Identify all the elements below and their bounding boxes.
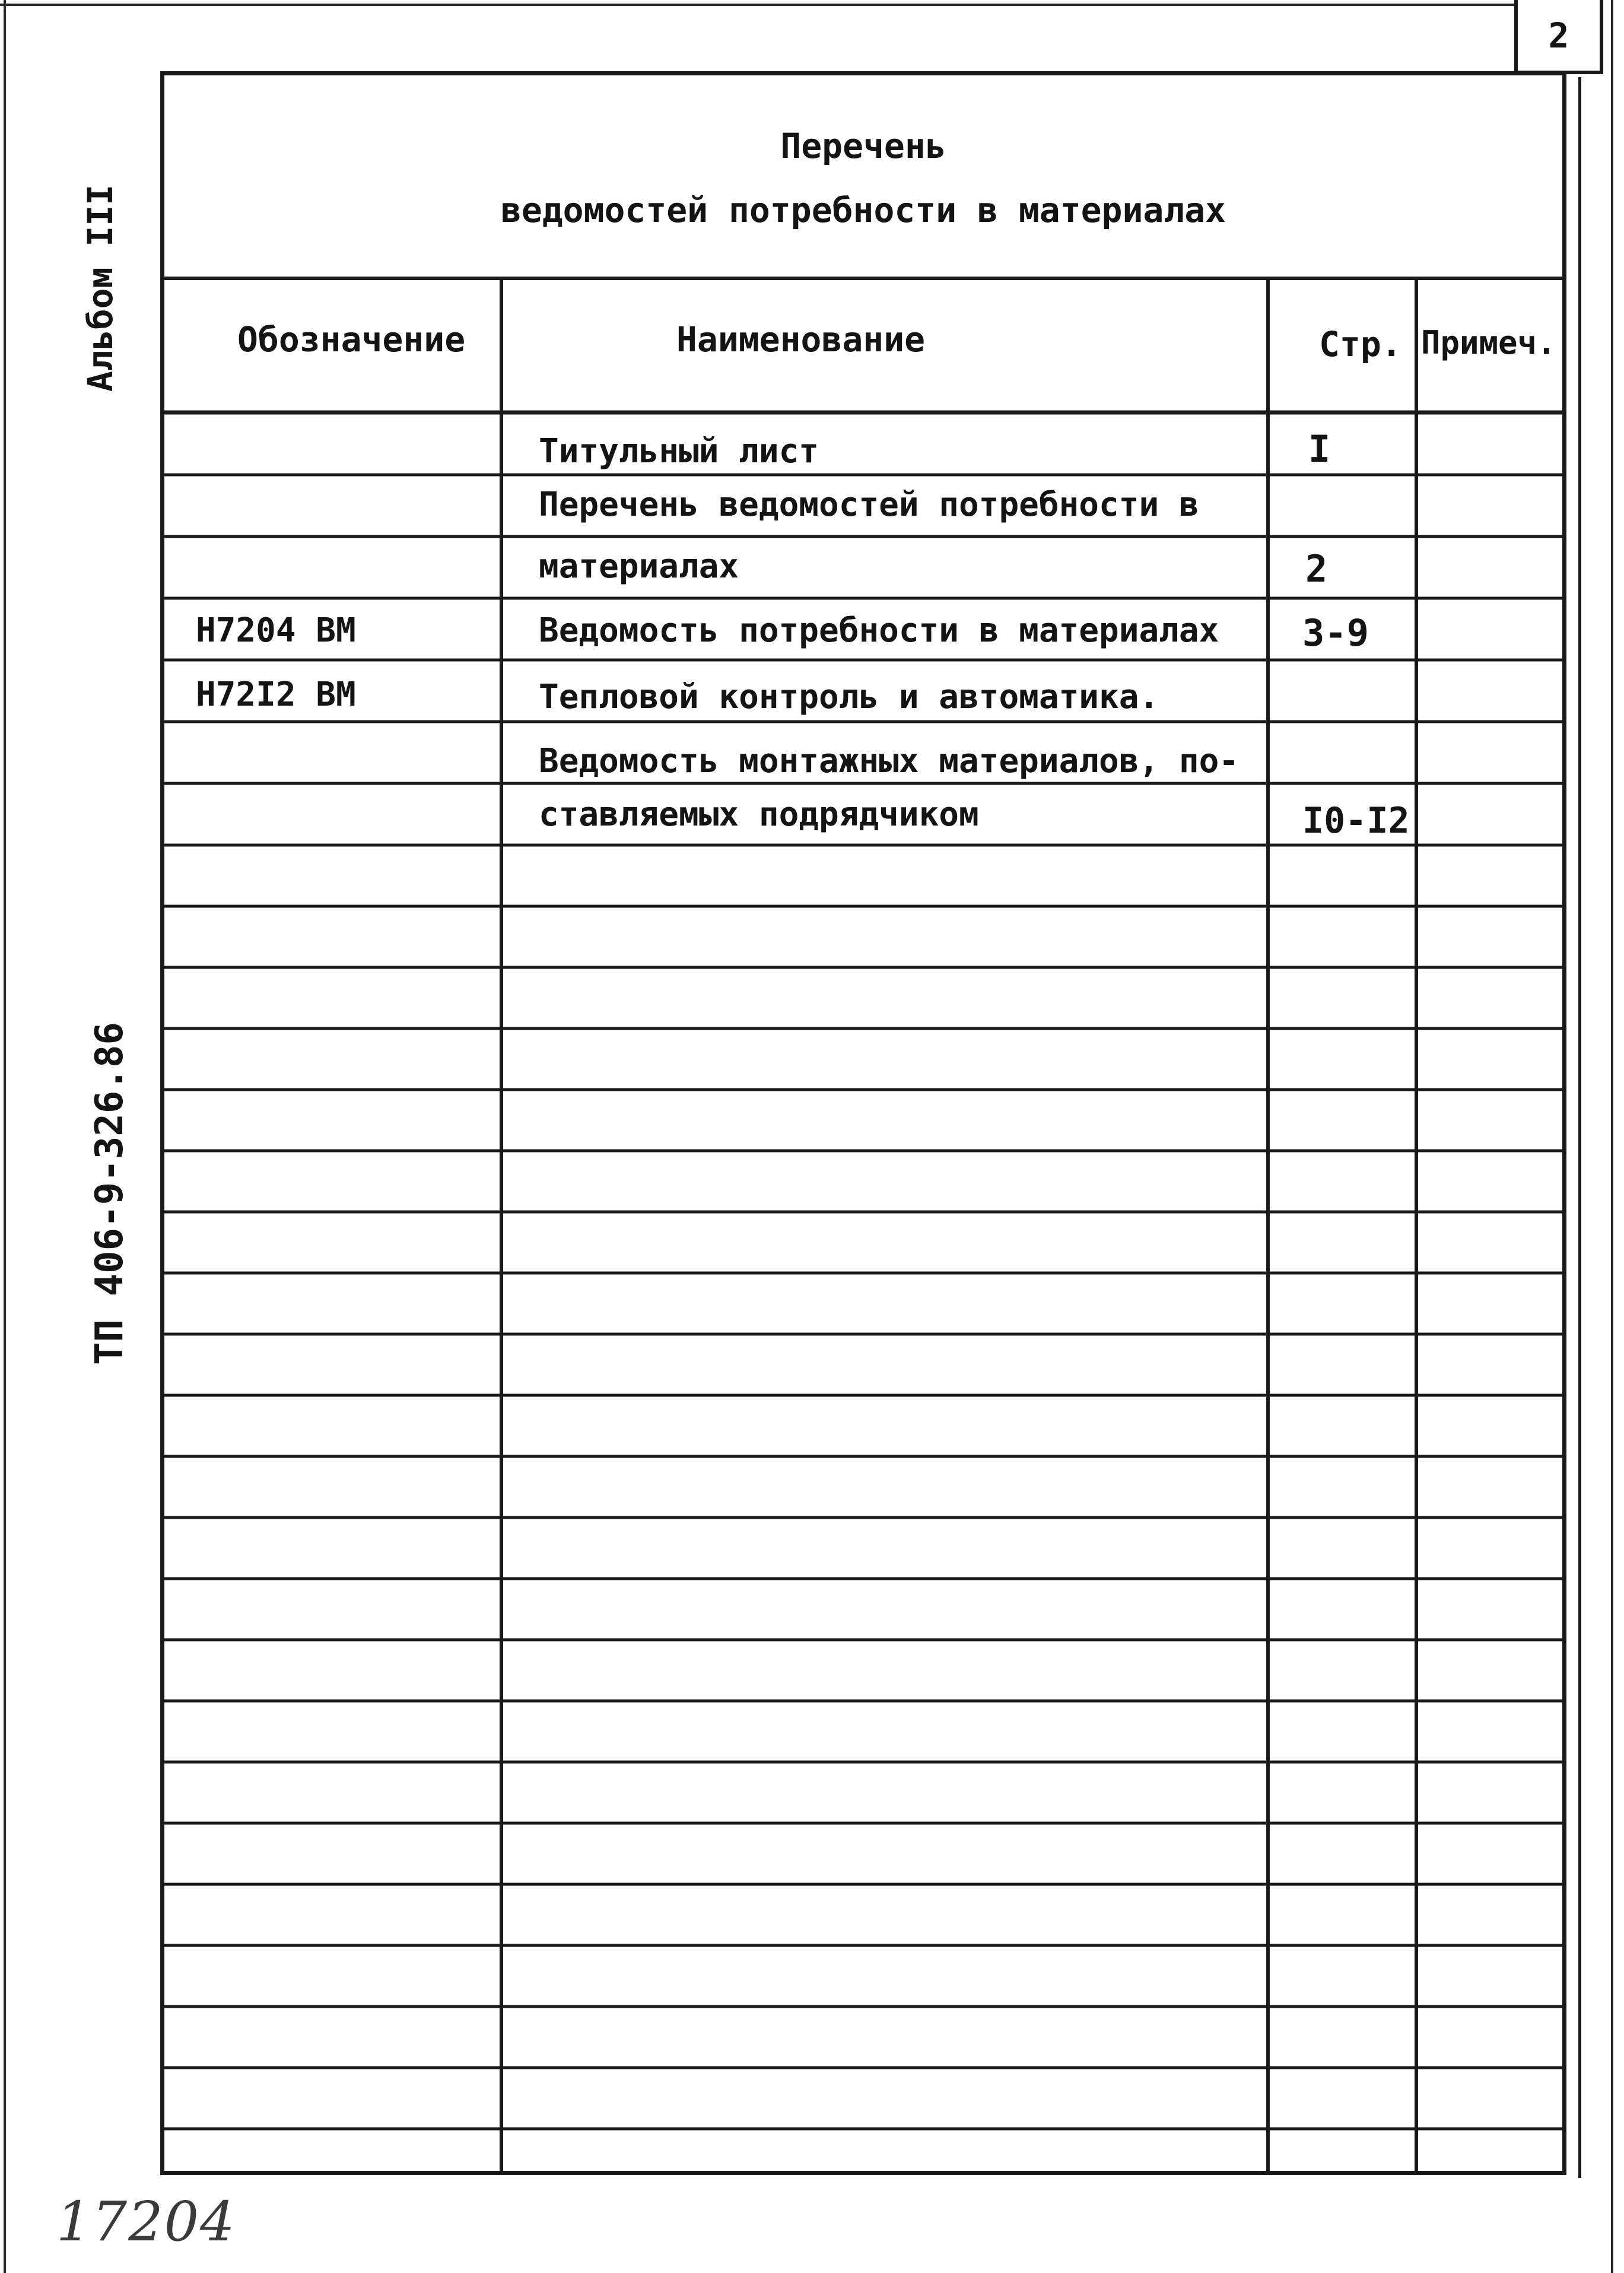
column-header-designation: Обозначение	[237, 319, 466, 360]
album-label: Альбом III	[80, 184, 120, 392]
row-7-name: ставляемых подрядчиком	[539, 795, 979, 834]
column-header-page: Стр.	[1319, 324, 1402, 364]
row-3-name: материалах	[539, 547, 739, 586]
row-lines	[164, 475, 1566, 2129]
row-4-page: 3-9	[1302, 611, 1369, 655]
row-5-name: Тепловой контроль и автоматика.	[539, 678, 1159, 716]
row-2-name: Перечень ведомостей потребности в	[539, 485, 1199, 524]
page-number: 2	[1548, 15, 1569, 56]
row-4-name: Ведомость потребности в материалах	[539, 611, 1219, 650]
row-7-page: I0-I2	[1302, 800, 1410, 842]
row-1-name: Титульный лист	[539, 432, 819, 471]
column-header-note: Примеч.	[1421, 324, 1556, 361]
row-1-page: I	[1308, 427, 1331, 471]
row-3-page: 2	[1305, 547, 1328, 591]
title-line-2: ведомостей потребности в материалах	[500, 190, 1226, 230]
row-4-designation: Н7204 ВМ	[196, 611, 356, 650]
row-6-name: Ведомость монтажных материалов, по-	[539, 742, 1240, 780]
document-code-label: ТП 406-9-326.86	[88, 1022, 132, 1365]
column-header-name: Наименование	[676, 319, 926, 360]
row-5-designation: Н72I2 ВМ	[196, 675, 356, 714]
handwritten-inventory-number: 17204	[56, 2190, 236, 2253]
title-line-1: Перечень	[780, 126, 946, 166]
